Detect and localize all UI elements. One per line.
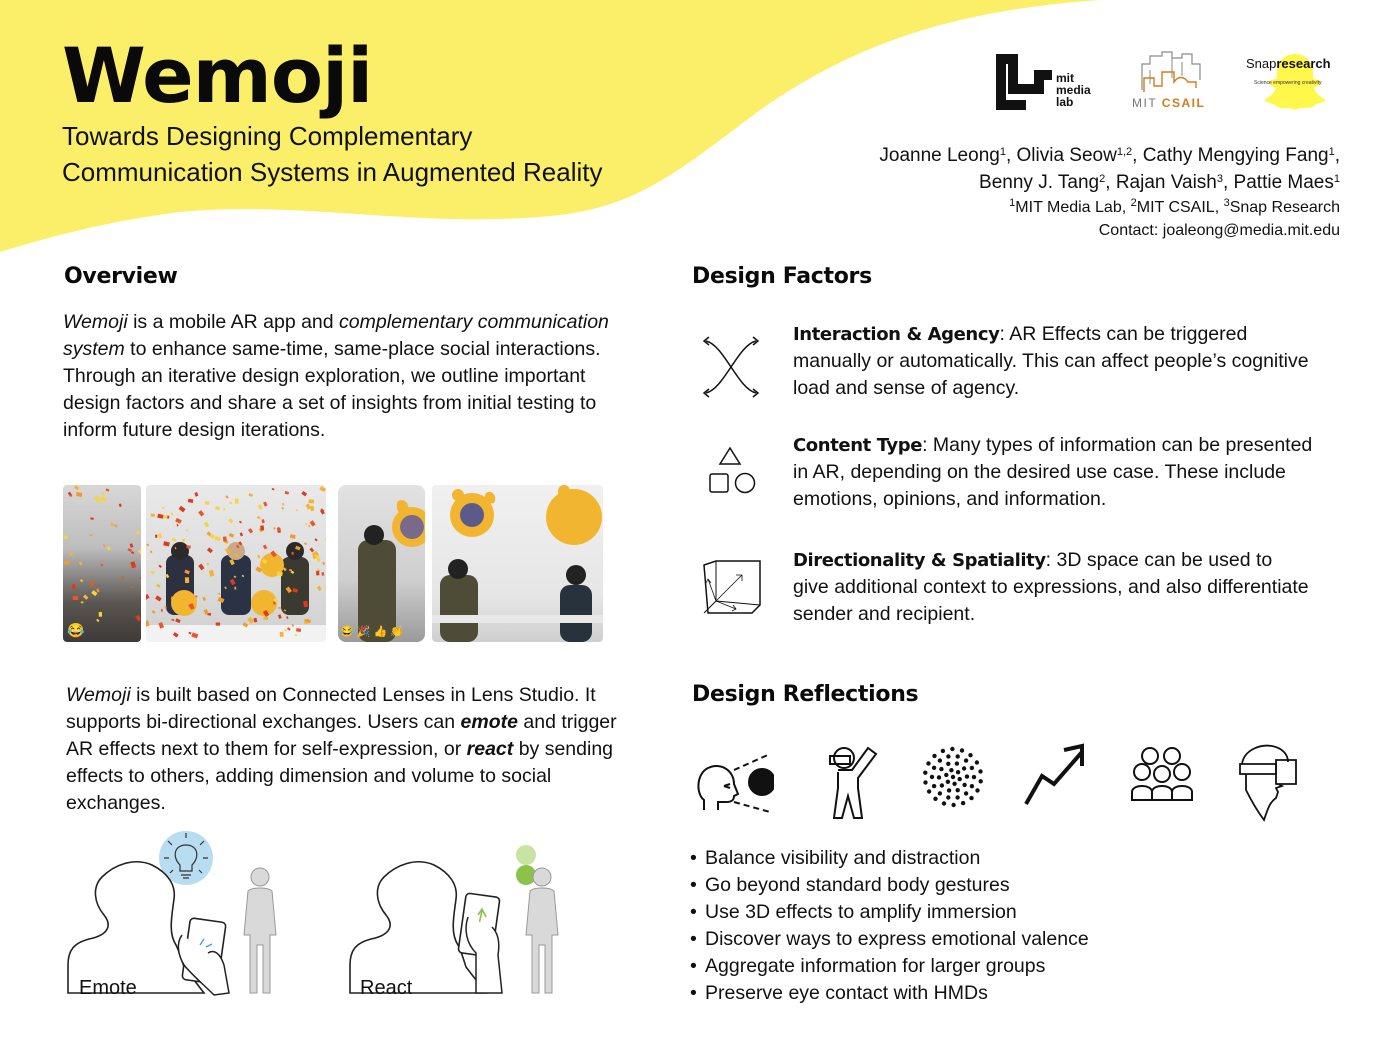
confetti-piece (325, 585, 326, 590)
burst-dot (955, 761, 959, 765)
confetti-piece (172, 538, 176, 542)
reflection-bullet: • Go beyond standard body gestures (690, 872, 1089, 899)
dots-burst-icon (918, 742, 988, 812)
photo-1 (63, 485, 141, 642)
confetti-piece (146, 544, 149, 547)
confetti-piece (106, 488, 110, 491)
burst-dot (932, 754, 936, 758)
p2-d: and trigger AR effects next to them for self-expression, or (66, 711, 617, 760)
confetti-piece (263, 617, 268, 620)
confetti-piece (194, 492, 198, 497)
confetti-piece (234, 587, 236, 590)
confetti-piece (100, 564, 103, 567)
confetti-piece (131, 551, 135, 554)
confetti-piece (228, 518, 233, 523)
confetti-piece (151, 514, 155, 517)
burst-dot (979, 779, 983, 783)
trend-arrow-icon (1024, 742, 1090, 808)
burst-dot (938, 758, 942, 762)
affiliations (879, 196, 1340, 219)
confetti-piece (257, 516, 261, 520)
confetti-piece (310, 548, 315, 553)
confetti-piece (140, 577, 141, 579)
csail-text-mit: MIT (1132, 96, 1157, 110)
author-name: Rajan Vaish (1115, 172, 1217, 193)
confetti-piece (103, 544, 106, 547)
author-affiliation-number: 3 (1216, 173, 1223, 185)
confetti-piece (263, 545, 268, 550)
confetti-piece (325, 538, 326, 541)
confetti-piece (273, 527, 275, 530)
reflection-bullet: • Preserve eye contact with HMDs (690, 980, 1089, 1007)
burst-dot (951, 803, 955, 807)
factor-title: Content Type (793, 435, 923, 456)
burst-dot (951, 775, 955, 779)
confetti-piece (151, 571, 155, 574)
connected-lenses-paragraph (66, 682, 626, 817)
burst-dot (923, 771, 927, 775)
confetti-piece (90, 534, 93, 536)
gesture-person-icon (824, 742, 882, 820)
reflection-bullet: • Aggregate information for larger groups (690, 953, 1089, 980)
burst-dot (940, 783, 944, 787)
confetti-piece (138, 549, 141, 556)
confetti-piece (261, 519, 264, 523)
burst-dot (961, 801, 965, 805)
csail-skyline-icon (1138, 50, 1204, 94)
confetti-piece (175, 518, 182, 524)
factor-description: : AR Effects can be triggered manually or automatically. This can affect people’s cognitive load and sense of agency. (793, 323, 1309, 399)
confetti-piece (96, 588, 100, 592)
factor-content-type (692, 434, 1313, 532)
confetti-piece (90, 581, 94, 586)
crossing-arrows-icon (700, 331, 762, 403)
reflection-icon-row (690, 742, 1320, 822)
burst-dot (946, 780, 950, 784)
confetti-piece (81, 601, 84, 603)
confetti-piece (186, 545, 190, 548)
overview-p1-b: is a mobile AR app and (127, 311, 340, 333)
confetti-piece (292, 552, 294, 555)
author-name: Olivia Seow (1016, 145, 1117, 166)
burst-dot (947, 788, 951, 792)
confetti-piece (280, 632, 284, 637)
confetti-piece (319, 486, 326, 492)
research-text: research (1276, 56, 1331, 71)
confetti-piece (248, 528, 253, 533)
confetti-piece (198, 564, 204, 571)
confetti-piece (301, 491, 307, 496)
burst-dot (956, 788, 960, 792)
author-line-1 (879, 142, 1340, 169)
confetti-piece (216, 623, 220, 626)
confetti-piece (158, 533, 162, 538)
snap-tagline: Science empowering creativity (1254, 80, 1322, 86)
design-factors-heading: Design Factors (692, 264, 872, 289)
confetti-piece (162, 507, 165, 509)
confetti-piece (316, 571, 319, 576)
media-lab-text-1: mit (1056, 71, 1074, 85)
factor-title: Interaction & Agency (793, 324, 1000, 345)
confetti-piece (258, 504, 263, 509)
confetti-piece (247, 617, 254, 624)
confetti-piece (64, 560, 70, 565)
burst-dot (946, 795, 950, 799)
snap-text: Snap (1246, 56, 1277, 71)
confetti-piece (278, 614, 282, 619)
confetti-piece (321, 572, 324, 576)
poster-subtitle (62, 118, 602, 190)
burst-dot (941, 749, 945, 753)
burst-dot (969, 796, 973, 800)
burst-dot (964, 758, 968, 762)
burst-dot (955, 795, 959, 799)
factor-description: : 3D space can be used to give additional context to expressions, and also differentiate sender and recipient. (793, 549, 1309, 625)
confetti-piece (155, 535, 157, 538)
affiliation-name: MIT CSAIL (1136, 199, 1215, 216)
confetti-piece (182, 538, 185, 542)
burst-dot (970, 766, 974, 770)
author-block (879, 142, 1340, 242)
csail-text-csail: CSAIL (1161, 96, 1206, 110)
confetti-piece (278, 607, 281, 609)
confetti-piece (322, 562, 325, 565)
burst-dot (944, 773, 948, 777)
confetti-piece (304, 542, 307, 545)
media-lab-mark-icon (996, 54, 1052, 110)
shapes-icon (700, 442, 762, 514)
confetti-piece (308, 525, 311, 528)
visibility-head-icon (694, 742, 774, 816)
confetti-piece (111, 523, 114, 527)
factor-title: Directionality & Spatiality (793, 550, 1046, 571)
factor-text (793, 321, 1313, 402)
burst-dot (932, 766, 936, 770)
confetti-piece (101, 492, 104, 494)
confetti-piece (229, 502, 232, 505)
factor-interaction-agency (692, 323, 1312, 421)
author-separator: , (1005, 145, 1017, 166)
confetti-piece (179, 506, 186, 513)
confetti-piece (317, 586, 322, 591)
confetti-piece (76, 492, 82, 497)
standing-person-1 (244, 868, 276, 993)
confetti-piece (204, 522, 209, 528)
burst-dot (938, 791, 942, 795)
burst-dot (965, 774, 969, 778)
affiliation-number: 3 (1223, 197, 1230, 209)
confetti-piece (176, 524, 178, 526)
confetti-piece (171, 619, 174, 622)
confetti-piece (158, 565, 162, 568)
confetti-piece (73, 596, 79, 600)
burst-dot (949, 768, 953, 772)
burst-dot (937, 775, 941, 779)
confetti-piece (74, 485, 79, 490)
affiliation-name: Snap Research (1229, 199, 1340, 216)
confetti-piece (161, 609, 163, 612)
confetti-piece (107, 547, 110, 551)
burst-dot (930, 775, 934, 779)
confetti-piece (257, 555, 260, 559)
burst-dot (950, 747, 954, 751)
confetti-piece (215, 506, 220, 510)
group-confetti-graphic (146, 485, 326, 642)
burst-dot (968, 753, 972, 757)
media-lab-text-2: media (1056, 83, 1091, 97)
burst-dot (962, 783, 966, 787)
confetti-piece (206, 563, 209, 566)
confetti-piece (310, 506, 314, 511)
confetti-piece (163, 541, 170, 546)
author-name: Benny J. Tang (979, 172, 1100, 193)
confetti-piece (156, 584, 160, 588)
confetti-piece (119, 504, 122, 508)
confetti-piece (121, 576, 124, 579)
confetti-piece (296, 509, 299, 512)
mit-csail-logo (1132, 50, 1214, 112)
thumbs-up-bubble (516, 845, 536, 865)
p2-b: is built based on Connected Lenses in Lens Studio. It supports bi-directional exchanges. Users can (66, 684, 596, 733)
confetti-piece (308, 499, 314, 503)
author-affiliation-number: 1 (1328, 146, 1335, 158)
confetti-piece (207, 547, 213, 553)
confetti-piece (135, 615, 141, 622)
author-affiliation-number: 1 (999, 146, 1006, 158)
confetti-piece (130, 561, 136, 568)
burst-dot (923, 780, 927, 784)
author-affiliation-number: 1,2 (1116, 146, 1133, 158)
author-separator: , (1132, 145, 1143, 166)
p2-react: react (466, 738, 514, 760)
confetti-piece (305, 523, 308, 525)
p2-wemoji: Wemoji (66, 684, 131, 706)
confetti-piece (90, 517, 94, 520)
confetti-piece (100, 496, 107, 502)
confetti-piece (240, 532, 243, 536)
confetti-piece (223, 508, 226, 511)
react-label: React (360, 977, 413, 999)
confetti-piece (218, 593, 220, 596)
confetti-piece (136, 531, 141, 535)
mit-media-lab-logo (996, 54, 1096, 112)
reflection-bullets (690, 845, 1089, 1007)
confetti-piece (186, 529, 188, 532)
photo-4 (432, 485, 603, 642)
group-icon (1130, 742, 1196, 802)
svg-text:😂 🎉 👍 👏: 😂 🎉 👍 👏 (340, 626, 404, 638)
author-affiliation-number: 2 (1099, 173, 1106, 185)
confetti-piece (286, 616, 289, 619)
confetti-piece (80, 579, 83, 582)
confetti-piece (263, 502, 268, 507)
confetti-piece (129, 543, 133, 548)
confetti-graphic (63, 485, 141, 642)
factor-text (793, 432, 1313, 513)
standing-person-2 (526, 868, 558, 993)
burst-dot (975, 788, 979, 792)
confetti-piece (188, 499, 193, 503)
confetti-piece (209, 570, 214, 577)
confetti-piece (150, 551, 152, 554)
confetti-piece (157, 514, 163, 519)
confetti-piece (272, 488, 275, 491)
two-people-graphic (432, 485, 603, 642)
author-separator: , (1105, 172, 1116, 193)
svg-text:😂: 😂 (67, 622, 85, 638)
reflection-bullet: • Use 3D effects to amplify immersion (690, 899, 1089, 926)
author-line-2 (879, 169, 1340, 196)
burst-dot (933, 797, 937, 801)
snap-research-logo (1246, 50, 1346, 112)
cube-axes-icon (700, 557, 762, 629)
confetti-piece (94, 496, 101, 503)
logo-row (996, 50, 1346, 116)
confetti-piece (175, 618, 181, 623)
author-separator: , (1334, 145, 1340, 166)
author-name: Joanne Leong (879, 145, 1000, 166)
confetti-piece (131, 586, 134, 589)
confetti-piece (96, 619, 99, 622)
burst-dot (956, 770, 960, 774)
confetti-piece (69, 495, 72, 497)
affiliation-separator: , (1214, 199, 1224, 216)
confetti-piece (253, 618, 257, 623)
confetti-piece (296, 628, 301, 632)
affiliation-separator: , (1121, 199, 1131, 216)
confetti-piece (310, 520, 316, 526)
subtitle-line-2: Communication Systems in Augmented Reality (62, 157, 603, 187)
affiliation-number: 2 (1130, 197, 1137, 209)
confetti-piece (114, 524, 117, 527)
confetti-piece (215, 536, 221, 541)
confetti-piece (239, 521, 242, 524)
burst-dot (960, 748, 964, 752)
burst-dot (962, 766, 966, 770)
confetti-piece (171, 512, 174, 515)
factor-text (793, 547, 1313, 628)
burst-dot (972, 775, 976, 779)
author-affiliation-number: 1 (1333, 173, 1340, 185)
confetti-piece (152, 610, 156, 614)
confetti-piece (202, 597, 206, 601)
affiliation-number: 1 (1009, 197, 1016, 209)
confetti-piece (185, 577, 189, 583)
burst-dot (942, 801, 946, 805)
subtitle-line-1: Towards Designing Complementary (62, 121, 473, 151)
burst-dot (964, 791, 968, 795)
confetti-piece (223, 536, 227, 541)
bear-emoji-graphic (338, 485, 425, 642)
burst-dot (926, 761, 930, 765)
confetti-piece (282, 503, 284, 506)
factor-directionality-spatiality (692, 549, 1312, 647)
react-illustration (346, 825, 586, 1010)
confetti-piece (306, 504, 311, 510)
overview-p1-d: to enhance same-time, same-place social interactions. Through an iterative design exploration, we outline important design factors and share a set of insights from initial testing to inform future design iterations. (63, 338, 601, 441)
confetti-piece (63, 535, 68, 539)
confetti-piece (83, 594, 89, 599)
confetti-piece (260, 525, 264, 530)
confetti-piece (314, 538, 317, 541)
burst-dot (932, 784, 936, 788)
hmd-head-icon (1238, 742, 1302, 822)
reflection-bullet: • Discover ways to express emotional valence (690, 926, 1089, 953)
confetti-piece (69, 552, 73, 556)
confetti-piece (225, 495, 228, 498)
author-separator: , (1222, 172, 1234, 193)
confetti-piece (248, 493, 253, 497)
p2-f: by sending effects to others, adding dimension and volume to social exchanges. (66, 738, 614, 814)
burst-dot (978, 769, 982, 773)
overview-paragraph (63, 309, 623, 444)
p2-emote: emote (460, 711, 518, 733)
burst-dot (939, 767, 943, 771)
photo-2 (146, 485, 326, 642)
overview-p1-emph: complementary communication system (63, 311, 609, 360)
burst-dot (952, 782, 956, 786)
confetti-piece (72, 584, 76, 589)
confetti-piece (235, 499, 239, 504)
photo-strip (63, 485, 603, 642)
emote-illustration (64, 825, 304, 1010)
design-reflections-heading: Design Reflections (692, 682, 919, 707)
poster-title: Wemoji (62, 31, 373, 120)
confetti-piece (198, 510, 204, 516)
overview-heading: Overview (64, 264, 178, 289)
overview-p1-wemoji: Wemoji (63, 311, 128, 333)
burst-dot (970, 784, 974, 788)
confetti-piece (285, 491, 289, 495)
emote-label: Emote (79, 977, 137, 999)
burst-dot (958, 777, 962, 781)
confetti-piece (281, 507, 284, 510)
burst-dot (946, 762, 950, 766)
confetti-piece (79, 562, 82, 566)
affiliation-name: MIT Media Lab (1015, 199, 1122, 216)
media-lab-text-3: lab (1056, 95, 1074, 109)
burst-dot (927, 789, 931, 793)
confetti-piece (229, 533, 235, 538)
confetti-piece (290, 534, 296, 539)
confetti-piece (155, 595, 162, 601)
burst-dot (956, 754, 960, 758)
confetti-piece (205, 501, 210, 504)
factor-description: : Many types of information can be presented in AR, depending on the desired use case. These include emotions, opinions, and information. (793, 434, 1313, 510)
reflection-bullet: • Balance visibility and distraction (690, 845, 1089, 872)
confetti-piece (99, 612, 103, 617)
burst-dot (946, 754, 950, 758)
confetti-piece (127, 548, 131, 552)
author-name: Cathy Mengying Fang (1142, 145, 1329, 166)
burst-dot (975, 760, 979, 764)
author-name: Pattie Maes (1233, 172, 1334, 193)
confetti-piece (91, 590, 97, 596)
photo-3 (338, 485, 425, 642)
contact-email[interactable]: Contact: joaleong@media.mit.edu (1098, 222, 1340, 239)
